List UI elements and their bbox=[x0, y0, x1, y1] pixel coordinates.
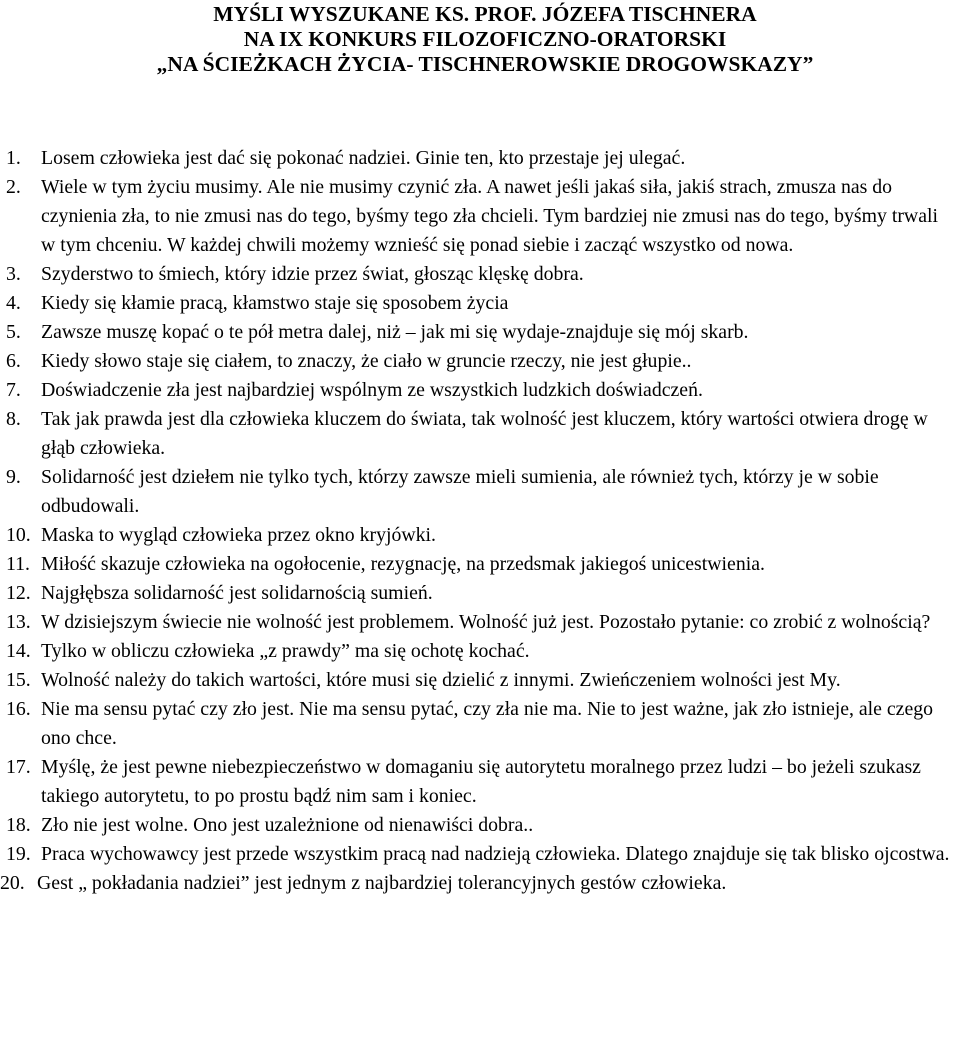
header-title: MYŚLI WYSZUKANE KS. PROF. JÓZEFA TISCHNERA bbox=[213, 2, 757, 26]
quote-text: Kiedy się kłamie pracą, kłamstwo staje się sposobem życia bbox=[41, 292, 509, 314]
quote-number: 2. bbox=[6, 176, 21, 198]
quote-item bbox=[0, 753, 960, 811]
quote-text: Miłość skazuje człowieka na ogołocenie, rezygnację, na przedsmak jakiegoś unicestwienia. bbox=[41, 553, 765, 575]
quote-item bbox=[0, 608, 960, 637]
quote-item bbox=[0, 550, 960, 579]
quote-text: Zło nie jest wolne. Ono jest uzależnione od nienawiści dobra.. bbox=[41, 814, 534, 836]
quote-number: 10. bbox=[6, 524, 31, 546]
quote-text: Tylko w obliczu człowieka „z prawdy” ma się ochotę kochać. bbox=[41, 640, 530, 662]
quote-item bbox=[0, 318, 960, 347]
quote-text: Maska to wygląd człowieka przez okno kryjówki. bbox=[41, 524, 436, 546]
quote-text: Nie ma sensu pytać czy zło jest. Nie ma sensu pytać, czy zła nie ma. Nie to jest ważne, jak zło istnieje, ale czego ono chce. bbox=[41, 698, 934, 749]
quote-item bbox=[0, 463, 960, 521]
quote-item bbox=[0, 666, 960, 695]
quote-item bbox=[0, 521, 960, 550]
quote-number: 15. bbox=[6, 669, 31, 691]
quote-text: Praca wychowawcy jest przede wszystkim pracą nad nadzieją człowieka. Dlatego znajduje się tak blisko ojcostwa. bbox=[41, 843, 950, 865]
document-header bbox=[0, 2, 960, 77]
quotes-list bbox=[0, 144, 960, 898]
quote-text: Doświadczenie zła jest najbardziej wspólnym ze wszystkich ludzkich doświadczeń. bbox=[41, 379, 703, 401]
quote-number: 20. bbox=[0, 872, 25, 894]
quote-number: 5. bbox=[6, 321, 21, 343]
quote-number: 19. bbox=[6, 843, 31, 865]
quote-item bbox=[0, 144, 960, 173]
quote-text: Solidarność jest dziełem nie tylko tych, którzy zawsze mieli sumienia, ale również tych, którzy je w sobie odbudowali. bbox=[41, 466, 879, 517]
quote-text: Myślę, że jest pewne niebezpieczeństwo w domaganiu się autorytetu moralnego przez ludzi – bo jeżeli szukasz takiego autorytetu, to po prostu bądź nim sam i koniec. bbox=[41, 756, 921, 807]
quote-number: 3. bbox=[6, 263, 21, 285]
header-contest-name: „NA ŚCIEŻKACH ŻYCIA- TISCHNEROWSKIE DROGOWSKAZY” bbox=[156, 52, 814, 76]
quote-item bbox=[0, 260, 960, 289]
quote-text: Zawsze muszę kopać o te pół metra dalej, niż – jak mi się wydaje-znajduje się mój skarb. bbox=[41, 321, 749, 343]
quote-item bbox=[0, 695, 960, 753]
quote-number: 17. bbox=[6, 756, 31, 778]
quote-text: Tak jak prawda jest dla człowieka kluczem do świata, tak wolność jest kluczem, który wartości otwiera drogę w głąb człowieka. bbox=[41, 408, 928, 459]
quote-text: Wiele w tym życiu musimy. Ale nie musimy czynić zła. A nawet jeśli jakaś siła, jakiś strach, zmusza nas do czynienia zła, to nie zmusi nas do tego, byśmy tego zła chcieli. Tym bardziej nie zmusi nas do tego, byśmy trwali w tym chceniu. W każdej chwili możemy wznieść się ponad siebie i zacząć wszystko od nowa. bbox=[41, 176, 938, 256]
quote-number: 13. bbox=[6, 611, 31, 633]
quote-item bbox=[0, 840, 960, 869]
quote-item bbox=[0, 376, 960, 405]
quote-item bbox=[0, 637, 960, 666]
quote-item bbox=[0, 347, 960, 376]
quote-item bbox=[0, 869, 960, 898]
quote-text: W dzisiejszym świecie nie wolność jest problemem. Wolność już jest. Pozostało pytanie: co zrobić z wolnością? bbox=[41, 611, 931, 633]
quote-item bbox=[0, 811, 960, 840]
quote-number: 7. bbox=[6, 379, 21, 401]
quote-item bbox=[0, 579, 960, 608]
quote-number: 4. bbox=[6, 292, 21, 314]
quote-number: 6. bbox=[6, 350, 21, 372]
quote-number: 11. bbox=[6, 553, 30, 575]
quote-text: Losem człowieka jest dać się pokonać nadziei. Ginie ten, kto przestaje jej ulegać. bbox=[41, 147, 686, 169]
quote-text: Szyderstwo to śmiech, który idzie przez świat, głosząc klęskę dobra. bbox=[41, 263, 584, 285]
quote-number: 9. bbox=[6, 466, 21, 488]
quote-number: 16. bbox=[6, 698, 31, 720]
quote-number: 8. bbox=[6, 408, 21, 430]
quote-item bbox=[0, 173, 960, 260]
quote-text: Najgłębsza solidarność jest solidarnością sumień. bbox=[41, 582, 433, 604]
header-subtitle: NA IX KONKURS FILOZOFICZNO-ORATORSKI bbox=[243, 27, 727, 51]
quote-item bbox=[0, 289, 960, 318]
quote-text: Kiedy słowo staje się ciałem, to znaczy, że ciało w gruncie rzeczy, nie jest głupie.. bbox=[41, 350, 692, 372]
quote-text: Gest „ pokładania nadziei” jest jednym z najbardziej tolerancyjnych gestów człowieka. bbox=[37, 872, 727, 894]
quote-item bbox=[0, 405, 960, 463]
quote-number: 12. bbox=[6, 582, 31, 604]
quote-text: Wolność należy do takich wartości, które musi się dzielić z innymi. Zwieńczeniem wolności jest My. bbox=[41, 669, 841, 691]
quote-number: 14. bbox=[6, 640, 31, 662]
quote-number: 18. bbox=[6, 814, 31, 836]
quote-number: 1. bbox=[6, 147, 21, 169]
